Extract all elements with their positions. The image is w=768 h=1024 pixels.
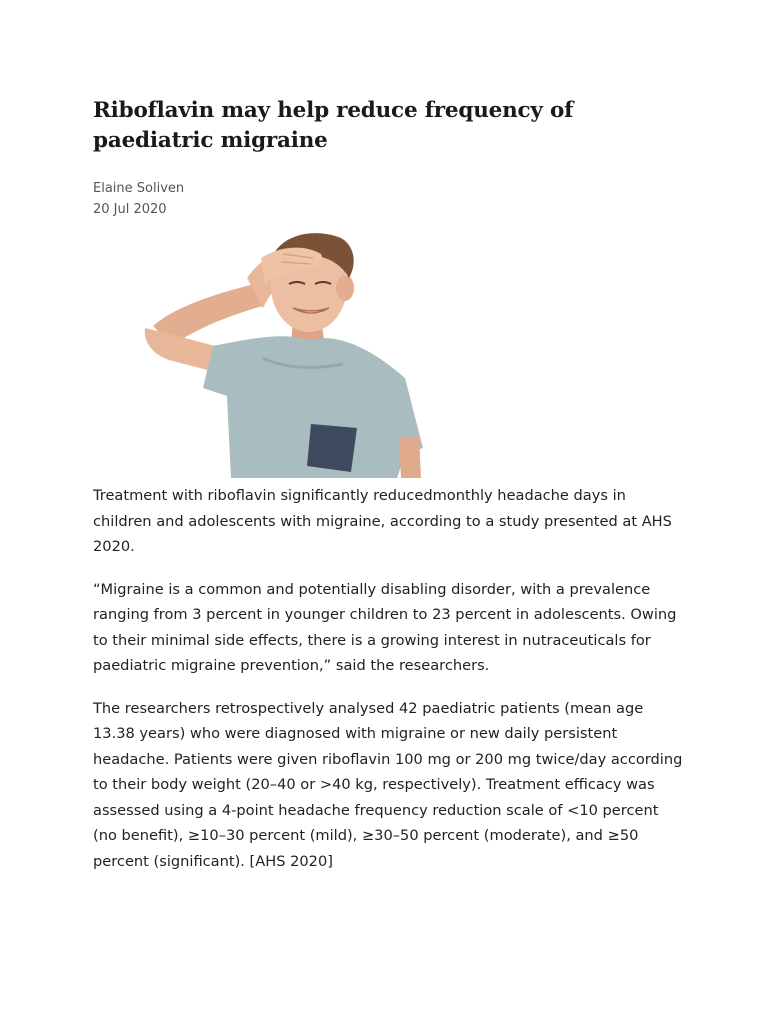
paragraph: The researchers retrospectively analysed 42 paediatric patients (mean age 13.38 years) who were diagnosed with migraine or new daily persistent headache. Patients were given riboflavin 100 mg or 200 mg twice/day according to their body weight (20–40 or >40 kg, respectively). Treatment efficacy was assessed using a 4-point headache frequency reduction scale of <10 percent (no benefit), ≥10–30 percent (mild), ≥30–50 percent (moderate), and ≥50 percent (significant). [AHS 2020] xyxy=(93,699,683,870)
author-name: Elaine Soliven xyxy=(93,181,185,196)
article-body xyxy=(93,483,683,874)
article-meta xyxy=(93,178,683,220)
article-title: Riboflavin may help reduce frequency of paediatric migraine xyxy=(93,98,574,153)
paragraph: “Migraine is a common and potentially disabling disorder, with a prevalence ranging from 3 percent in younger children to 23 percent in adolescents. Owing to their minimal side effects, there is a growing interest in nutraceuticals for paediatric migraine prevention,” said the researchers. xyxy=(93,580,677,674)
article xyxy=(93,96,683,891)
paragraph: Treatment with riboflavin significantly reducedmonthly headache days in children and adolescents with migraine, according to a study presented at AHS 2020. xyxy=(93,487,672,555)
publish-date: 20 Jul 2020 xyxy=(93,202,167,217)
article-image xyxy=(143,228,423,478)
boy-with-headache-illustration xyxy=(143,228,423,478)
